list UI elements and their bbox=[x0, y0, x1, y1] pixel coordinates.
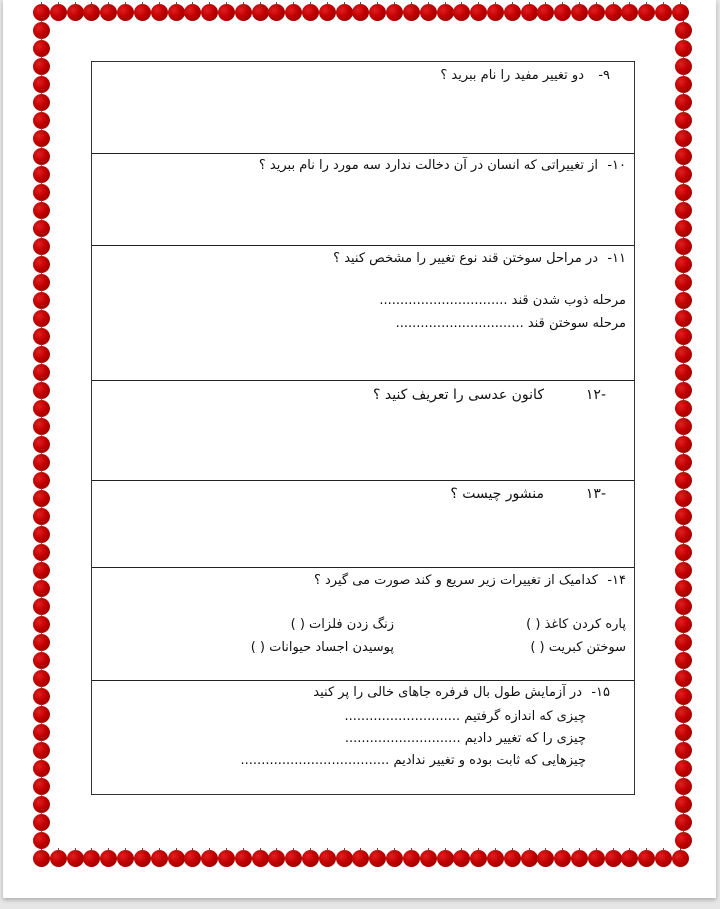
apple-icon bbox=[675, 220, 692, 237]
apple-border-segment bbox=[33, 4, 689, 21]
apple-icon bbox=[675, 364, 692, 381]
option-metal-rusting: زنگ زدن فلزات ( ) bbox=[290, 617, 394, 632]
apple-icon bbox=[675, 328, 692, 345]
question-row-14 bbox=[92, 568, 634, 681]
apple-icon bbox=[184, 4, 201, 21]
apple-icon bbox=[33, 94, 50, 111]
apple-icon bbox=[33, 562, 50, 579]
apple-icon bbox=[675, 616, 692, 633]
apple-icon bbox=[67, 4, 84, 21]
apple-icon bbox=[33, 364, 50, 381]
apple-icon bbox=[33, 760, 50, 777]
apple-icon bbox=[675, 508, 692, 525]
apple-icon bbox=[655, 850, 672, 867]
apple-icon bbox=[319, 850, 336, 867]
apple-icon bbox=[675, 274, 692, 291]
apple-icon bbox=[336, 850, 353, 867]
question-9-text: دو تغییر مفید را نام ببرید ؟ bbox=[440, 68, 584, 83]
apple-icon bbox=[235, 850, 252, 867]
apple-icon bbox=[33, 22, 50, 39]
apple-icon bbox=[675, 526, 692, 543]
apple-icon bbox=[675, 796, 692, 813]
apple-icon bbox=[675, 634, 692, 651]
apple-icon bbox=[33, 166, 50, 183]
question-11-item-1: مرحله ذوب شدن قند ............................... bbox=[379, 293, 626, 308]
apple-icon bbox=[675, 40, 692, 57]
apple-border-segment bbox=[33, 22, 50, 850]
apple-icon bbox=[605, 850, 622, 867]
apple-icon bbox=[537, 850, 554, 867]
apple-icon bbox=[675, 742, 692, 759]
question-row-15 bbox=[92, 681, 634, 795]
apple-icon bbox=[470, 4, 487, 21]
apple-icon bbox=[83, 4, 100, 21]
apple-icon bbox=[252, 4, 269, 21]
apple-icon bbox=[675, 346, 692, 363]
answer-paren[interactable]: ( ) bbox=[290, 617, 305, 632]
apple-icon bbox=[33, 616, 50, 633]
apple-icon bbox=[638, 850, 655, 867]
apple-icon bbox=[268, 850, 285, 867]
apple-icon bbox=[675, 400, 692, 417]
answer-paren[interactable]: ( ) bbox=[530, 640, 545, 655]
question-14-number: ۱۴- bbox=[607, 573, 626, 588]
question-12-text: کانون عدسی را تعریف کنید ؟ bbox=[372, 387, 544, 403]
apple-icon bbox=[33, 544, 50, 561]
apple-icon bbox=[675, 130, 692, 147]
question-row-12 bbox=[92, 381, 634, 481]
apple-icon bbox=[675, 94, 692, 111]
apple-icon bbox=[675, 184, 692, 201]
apple-icon bbox=[675, 724, 692, 741]
question-13-text: منشور چیست ؟ bbox=[450, 486, 544, 502]
apple-icon bbox=[571, 4, 588, 21]
apple-icon bbox=[33, 796, 50, 813]
apple-icon bbox=[33, 472, 50, 489]
question-11-item-2: مرحله سوختن قند ............................... bbox=[395, 316, 626, 331]
apple-icon bbox=[33, 598, 50, 615]
apple-icon bbox=[33, 400, 50, 417]
apple-icon bbox=[403, 4, 420, 21]
apple-icon bbox=[675, 688, 692, 705]
apple-icon bbox=[521, 4, 538, 21]
apple-icon bbox=[675, 832, 692, 849]
apple-icon bbox=[117, 850, 134, 867]
question-row-10 bbox=[92, 154, 634, 246]
apple-icon bbox=[33, 310, 50, 327]
apple-icon bbox=[675, 652, 692, 669]
question-10-number: ۱۰- bbox=[607, 158, 626, 173]
apple-icon bbox=[33, 292, 50, 309]
apple-icon bbox=[453, 4, 470, 21]
question-12-number: -۱۲ bbox=[585, 387, 606, 403]
apple-icon bbox=[420, 850, 437, 867]
apple-icon bbox=[218, 4, 235, 21]
apple-icon bbox=[554, 850, 571, 867]
apple-icon bbox=[675, 472, 692, 489]
apple-icon bbox=[675, 778, 692, 795]
apple-icon bbox=[33, 814, 50, 831]
apple-icon bbox=[33, 724, 50, 741]
question-15-item-3: چیزهایی که ثابت بوده و تغییر ندادیم .................................... bbox=[240, 753, 586, 768]
apple-icon bbox=[487, 4, 504, 21]
apple-icon bbox=[675, 22, 692, 39]
apple-icon bbox=[675, 238, 692, 255]
apple-icon bbox=[675, 760, 692, 777]
apple-icon bbox=[675, 706, 692, 723]
apple-icon bbox=[33, 436, 50, 453]
question-9-number: ۹- bbox=[598, 68, 610, 83]
question-15-number: ۱۵- bbox=[591, 685, 610, 700]
apple-icon bbox=[33, 670, 50, 687]
apple-icon bbox=[319, 4, 336, 21]
question-row-13 bbox=[92, 481, 634, 568]
apple-icon bbox=[621, 4, 638, 21]
apple-icon bbox=[675, 562, 692, 579]
apple-icon bbox=[83, 850, 100, 867]
apple-icon bbox=[134, 850, 151, 867]
apple-icon bbox=[675, 814, 692, 831]
apple-icon bbox=[554, 4, 571, 21]
apple-icon bbox=[675, 310, 692, 327]
apple-icon bbox=[33, 418, 50, 435]
apple-icon bbox=[33, 184, 50, 201]
apple-icon bbox=[33, 202, 50, 219]
apple-icon bbox=[302, 850, 319, 867]
apple-icon bbox=[100, 4, 117, 21]
answer-blank[interactable]: ............................ bbox=[344, 709, 461, 724]
question-13-number: -۱۳ bbox=[585, 486, 606, 502]
apple-icon bbox=[151, 850, 168, 867]
apple-icon bbox=[675, 148, 692, 165]
apple-icon bbox=[588, 850, 605, 867]
option-carcass-decay: پوسیدن اجساد حیوانات ( ) bbox=[250, 640, 394, 655]
apple-icon bbox=[268, 4, 285, 21]
apple-icon bbox=[675, 580, 692, 597]
apple-icon bbox=[33, 382, 50, 399]
apple-icon bbox=[252, 850, 269, 867]
apple-icon bbox=[151, 4, 168, 21]
apple-icon bbox=[420, 4, 437, 21]
apple-icon bbox=[675, 544, 692, 561]
apple-icon bbox=[33, 580, 50, 597]
apple-icon bbox=[134, 4, 151, 21]
apple-icon bbox=[352, 4, 369, 21]
apple-icon bbox=[369, 850, 386, 867]
apple-icon bbox=[302, 4, 319, 21]
apple-icon bbox=[336, 4, 353, 21]
apple-icon bbox=[675, 418, 692, 435]
apple-icon bbox=[50, 4, 67, 21]
answer-blank[interactable]: ............................... bbox=[379, 293, 508, 308]
apple-icon bbox=[571, 850, 588, 867]
apple-icon bbox=[100, 850, 117, 867]
apple-icon bbox=[201, 850, 218, 867]
apple-icon bbox=[33, 112, 50, 129]
question-11-number: ۱۱- bbox=[607, 251, 626, 266]
apple-icon bbox=[184, 850, 201, 867]
apple-icon bbox=[675, 454, 692, 471]
answer-blank[interactable]: ............................... bbox=[395, 316, 524, 331]
apple-border-segment bbox=[675, 22, 692, 850]
apple-icon bbox=[470, 850, 487, 867]
apple-icon bbox=[33, 76, 50, 93]
apple-icon bbox=[33, 274, 50, 291]
apple-icon bbox=[504, 850, 521, 867]
question-15-text: در آزمایش طول بال فرفره جاهای خالی را پر کنید bbox=[313, 685, 582, 700]
apple-icon bbox=[33, 634, 50, 651]
question-15-item-1: چیزی که اندازه گرفتیم ............................ bbox=[344, 709, 586, 724]
apple-icon bbox=[621, 850, 638, 867]
apple-icon bbox=[33, 58, 50, 75]
apple-icon bbox=[33, 346, 50, 363]
apple-icon bbox=[235, 4, 252, 21]
answer-paren[interactable]: ( ) bbox=[250, 640, 265, 655]
apple-icon bbox=[672, 850, 689, 867]
apple-icon bbox=[33, 742, 50, 759]
apple-icon bbox=[675, 112, 692, 129]
apple-icon bbox=[675, 76, 692, 93]
apple-icon bbox=[33, 454, 50, 471]
apple-icon bbox=[437, 4, 454, 21]
question-10-text: از تغییراتی که انسان در آن دخالت ندارد سه مورد را نام ببرید ؟ bbox=[258, 158, 598, 173]
apple-icon bbox=[117, 4, 134, 21]
apple-icon bbox=[33, 220, 50, 237]
question-11-text: در مراحل سوختن قند نوع تغییر را مشخص کنید ؟ bbox=[333, 251, 598, 266]
apple-icon bbox=[33, 652, 50, 669]
apple-icon bbox=[33, 688, 50, 705]
apple-icon bbox=[675, 490, 692, 507]
apple-border-segment bbox=[33, 850, 689, 867]
apple-icon bbox=[33, 526, 50, 543]
apple-icon bbox=[605, 4, 622, 21]
apple-icon bbox=[33, 256, 50, 273]
apple-icon bbox=[504, 4, 521, 21]
apple-icon bbox=[33, 40, 50, 57]
apple-icon bbox=[403, 850, 420, 867]
apple-icon bbox=[33, 832, 50, 849]
apple-icon bbox=[487, 850, 504, 867]
apple-icon bbox=[672, 4, 689, 21]
apple-icon bbox=[521, 850, 538, 867]
question-row-9 bbox=[92, 62, 634, 154]
apple-icon bbox=[675, 256, 692, 273]
apple-icon bbox=[675, 670, 692, 687]
apple-icon bbox=[168, 850, 185, 867]
apple-icon bbox=[453, 850, 470, 867]
apple-icon bbox=[675, 436, 692, 453]
answer-blank[interactable]: .................................... bbox=[240, 753, 390, 768]
apple-icon bbox=[33, 850, 50, 867]
apple-icon bbox=[168, 4, 185, 21]
apple-icon bbox=[285, 4, 302, 21]
answer-blank[interactable]: ............................ bbox=[344, 731, 461, 746]
apple-icon bbox=[675, 58, 692, 75]
apple-icon bbox=[675, 292, 692, 309]
apple-icon bbox=[33, 490, 50, 507]
apple-icon bbox=[218, 850, 235, 867]
apple-icon bbox=[675, 382, 692, 399]
document-page bbox=[3, 0, 716, 898]
apple-icon bbox=[386, 4, 403, 21]
apple-icon bbox=[33, 328, 50, 345]
apple-icon bbox=[201, 4, 218, 21]
apple-icon bbox=[33, 706, 50, 723]
apple-icon bbox=[67, 850, 84, 867]
apple-icon bbox=[537, 4, 554, 21]
apple-icon bbox=[285, 850, 302, 867]
option-paper-tearing: پاره کردن کاغذ ( ) bbox=[526, 617, 626, 632]
apple-icon bbox=[675, 598, 692, 615]
apple-icon bbox=[675, 202, 692, 219]
option-match-burning: سوختن کبریت ( ) bbox=[530, 640, 626, 655]
apple-icon bbox=[352, 850, 369, 867]
apple-icon bbox=[50, 850, 67, 867]
apple-icon bbox=[638, 4, 655, 21]
apple-icon bbox=[369, 4, 386, 21]
apple-icon bbox=[33, 4, 50, 21]
apple-icon bbox=[33, 130, 50, 147]
question-row-11 bbox=[92, 246, 634, 381]
apple-icon bbox=[33, 148, 50, 165]
question-14-text: کدامیک از تغییرات زیر سریع و کند صورت می گیرد ؟ bbox=[313, 573, 598, 588]
apple-icon bbox=[675, 166, 692, 183]
apple-icon bbox=[386, 850, 403, 867]
answer-paren[interactable]: ( ) bbox=[526, 617, 541, 632]
apple-icon bbox=[437, 850, 454, 867]
apple-icon bbox=[33, 508, 50, 525]
apple-icon bbox=[33, 778, 50, 795]
question-table bbox=[91, 61, 635, 795]
apple-icon bbox=[33, 238, 50, 255]
apple-icon bbox=[655, 4, 672, 21]
apple-icon bbox=[588, 4, 605, 21]
question-15-item-2: چیزی را که تغییر دادیم ............................ bbox=[344, 731, 586, 746]
